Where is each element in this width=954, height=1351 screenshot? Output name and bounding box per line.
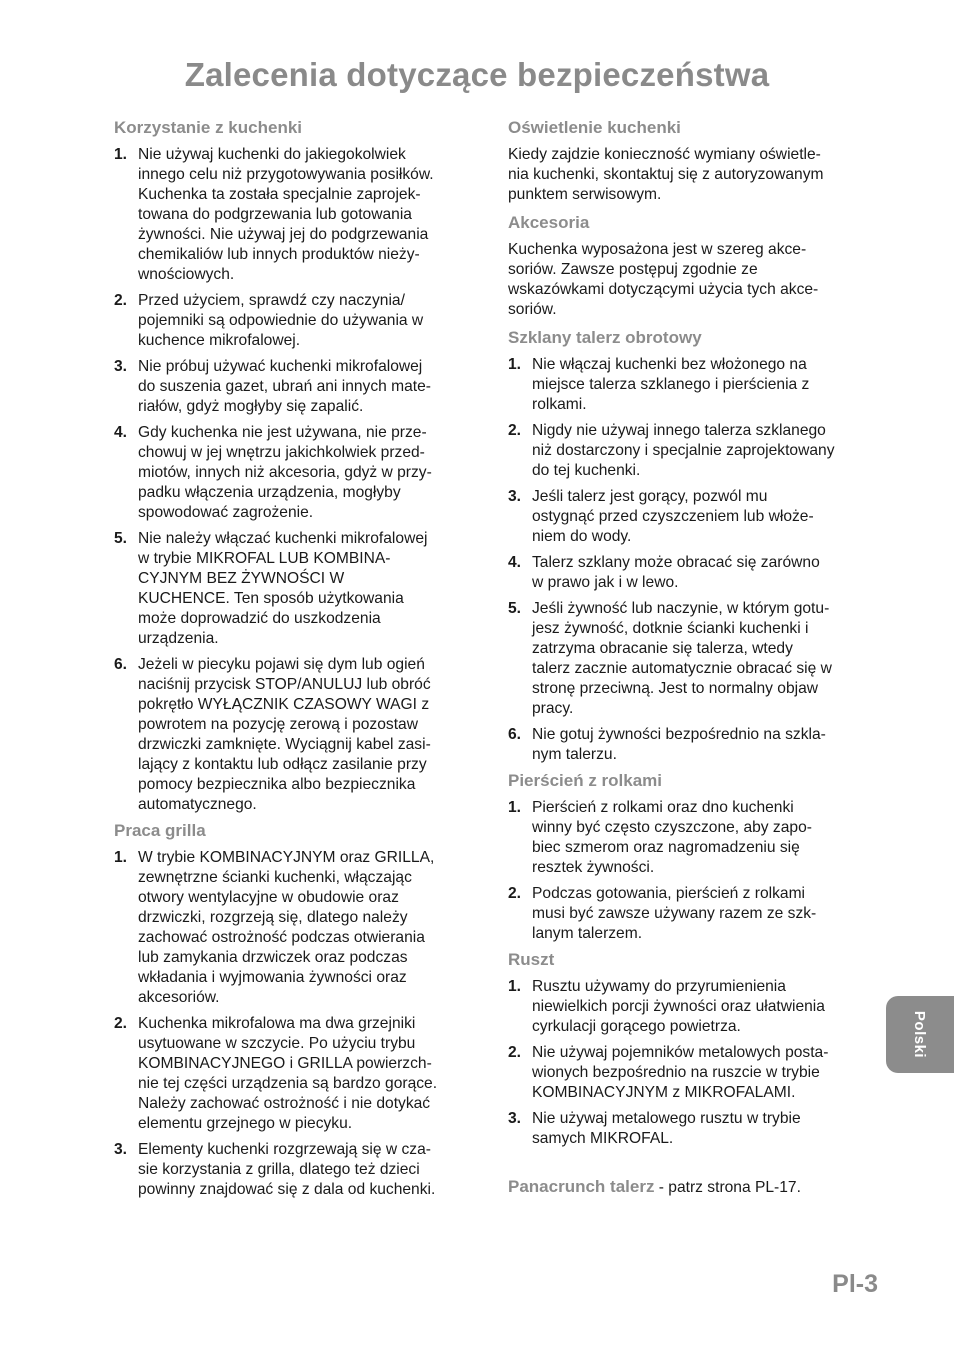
item-text: Nie używaj metalowego rusztu w trybie samych MIKROFAL. [532, 1110, 801, 1147]
list-item [508, 884, 880, 944]
item-text: Nie używaj kuchenki do jakiegokolwiek innego celu niż przygotowywania posiłków. Kuchenka ta została specjalnie zaprojek- towana do podgrzewania lub gotowania żywności. Nie używaj jej do podgrzewania chemikaliów lub innych produktów nieży- wnościowych. [138, 146, 434, 283]
list-item [114, 423, 484, 523]
list-item [508, 355, 880, 415]
item-text: Nie włączaj kuchenki bez włożonego na miejsce talerza szklanego i pierścienia z rolkami. [532, 356, 810, 413]
lighting-text: Kiedy zajdzie konieczność wymiany oświetle- nia kuchenki, skontaktuj się z autoryzowanym punktem serwisowym. [508, 146, 824, 203]
list-item [508, 1043, 880, 1103]
item-text: Nie gotuj żywności bezpośrednio na szkla- nym talerzu. [532, 726, 826, 763]
item-number: 2. [114, 292, 128, 309]
item-number: 4. [114, 424, 128, 441]
ring-list [508, 798, 880, 944]
list-item [114, 1140, 484, 1200]
section-heading-rack: Ruszt [508, 950, 555, 969]
item-number: 3. [114, 358, 128, 375]
page-title: Zalecenia dotyczące bezpieczeństwa [184, 56, 770, 93]
list-item [114, 1014, 484, 1134]
item-text: Jeśli talerz jest gorący, pozwól mu ostygnąć przed czyszczeniem lub włoże- niem do wody. [532, 488, 814, 545]
section-heading-usage: Korzystanie z kuchenki [114, 118, 303, 137]
list-item [508, 599, 880, 719]
grill-list [114, 848, 484, 1200]
list-item [114, 655, 484, 815]
item-number: 4. [508, 554, 522, 571]
section-heading-grill: Praca grilla [114, 821, 206, 840]
item-text: Pierścień z rolkami oraz dno kuchenki winny być często czyszczone, aby zapo- biec szmerom oraz nagromadzeniu się resztek żywności. [532, 799, 812, 876]
panacrunch-heading: Panacrunch talerz [508, 1177, 655, 1196]
item-number: 3. [114, 1141, 128, 1158]
item-text: W trybie KOMBINACYJNYM oraz GRILLA, zewnętrzne ścianki kuchenki, włączając otwory wentylacyjne w obudowie oraz drzwiczki, rozgrzeją się, dlatego należy zachować ostrożność podczas otwierania lub zamykania drzwiczek oraz podczas wkładania i wyjmowania żywności oraz akcesoriów. [138, 849, 435, 1006]
language-tab-label: Polski [911, 1010, 929, 1059]
list-item [508, 553, 880, 593]
section-heading-accessories: Akcesoria [508, 213, 590, 232]
item-number: 1. [508, 978, 522, 995]
item-number: 1. [114, 146, 128, 163]
list-item [114, 357, 484, 417]
item-number: 1. [508, 799, 522, 816]
rack-list [508, 977, 880, 1149]
list-item [114, 529, 484, 649]
item-text: Jeżeli w piecyku pojawi się dym lub ogień naciśnij przycisk STOP/ANULUJ lub obróć pokrętło WYŁĄCZNIK CZASOWY WAGI z powrotem na pozycję zerową i pozostaw drzwiczki zamknięte. Wyciągnij kabel zasi- lający z kontaktu lub odłącz zasilanie przy pomocy bezpiecznika albo bezpiecznika automatycznego. [138, 656, 431, 813]
item-text: Talerz szklany może obracać się zarówno w prawo jak i w lewo. [532, 554, 820, 591]
right-column [508, 118, 880, 1198]
item-text: Przed użyciem, sprawdź czy naczynia/ pojemniki są odpowiednie do używania w kuchence mikrofalowej. [138, 292, 424, 349]
item-text: Nie używaj pojemników metalowych posta- wionych bezpośrednio na ruszcie w trybie KOMBINACYJNYM z MIKROFALAMI. [532, 1044, 829, 1101]
left-column [114, 118, 484, 1206]
page-number: Pl-3 [832, 1270, 878, 1298]
list-item [114, 291, 484, 351]
section-heading-turntable: Szklany talerz obrotowy [508, 328, 702, 347]
item-number: 5. [114, 530, 128, 547]
panacrunch-note [508, 1177, 880, 1198]
item-number: 2. [508, 422, 522, 439]
list-item [508, 977, 880, 1037]
list-item [508, 798, 880, 878]
item-text: Kuchenka mikrofalowa ma dwa grzejniki usytuowane w szczycie. Po użyciu trybu KOMBINACYJNEGO i GRILLA powierzch- nie tej części urządzenia są bardzo gorące. Należy zachować ostrożność i nie dotykać elementu grzejnego w piecyku. [138, 1015, 438, 1132]
list-item [508, 1109, 880, 1149]
list-item [508, 487, 880, 547]
item-number: 3. [508, 488, 522, 505]
list-item [508, 421, 880, 481]
item-number: 1. [508, 356, 522, 373]
item-number: 6. [508, 726, 522, 743]
item-text: Nie należy włączać kuchenki mikrofalowej w trybie MIKROFAL LUB KOMBINA- CYJNYM BEZ ŻYWNOŚCI W KUCHENCE. Ten sposób użytkowania może doprowadzić do uszkodzenia urządzenia. [138, 530, 428, 647]
item-number: 5. [508, 600, 522, 617]
item-number: 2. [114, 1015, 128, 1032]
accessories-text: Kuchenka wyposażona jest w szereg akce- soriów. Zawsze postępuj zgodnie ze wskazówkami dotyczącymi użycia tych akce- soriów. [508, 241, 819, 318]
item-text: Elementy kuchenki rozgrzewają się w cza- sie korzystania z grilla, dlatego też dzieci powinny znajdować się z dala od kuchenki. [138, 1141, 436, 1198]
item-number: 2. [508, 885, 522, 902]
usage-list [114, 145, 484, 815]
item-number: 6. [114, 656, 128, 673]
panacrunch-text: - patrz strona PL-17. [654, 1179, 801, 1196]
item-text: Podczas gotowania, pierścień z rolkami musi być zawsze używany razem ze szk- lanym talerzem. [532, 885, 817, 942]
item-number: 1. [114, 849, 128, 866]
section-heading-ring: Pierścień z rolkami [508, 771, 663, 790]
item-number: 3. [508, 1110, 522, 1127]
turntable-list [508, 355, 880, 765]
list-item [114, 848, 484, 1008]
list-item [508, 725, 880, 765]
language-tab [886, 996, 954, 1073]
item-text: Jeśli żywność lub naczynie, w którym gotu- jesz żywność, dotknie ścianki kuchenki i zatrzyma obracanie się talerza, wtedy talerz zacznie automatycznie obracać się w stronę przeciwną. Jest to normalny objaw pracy. [532, 600, 832, 717]
list-item [114, 145, 484, 285]
item-text: Nie próbuj używać kuchenki mikrofalowej do suszenia gazet, ubrań ani innych mate- riałów, gdyż mogłyby się zapalić. [138, 358, 431, 415]
item-number: 2. [508, 1044, 522, 1061]
item-text: Nigdy nie używaj innego talerza szklanego niż dostarczony i specjalnie zaprojektowany do tej kuchenki. [532, 422, 835, 479]
section-heading-lighting: Oświetlenie kuchenki [508, 118, 681, 137]
item-text: Rusztu używamy do przyrumienienia niewielkich porcji żywności oraz ułatwienia cyrkulacji gorącego powietrza. [532, 978, 825, 1035]
item-text: Gdy kuchenka nie jest używana, nie prze- chowuj w jej wnętrzu jakichkolwiek przed- miotów, innych niż akcesoria, gdyż w przy- padku włączenia urządzenia, mogłyby spowodować zagrożenie. [138, 424, 432, 521]
